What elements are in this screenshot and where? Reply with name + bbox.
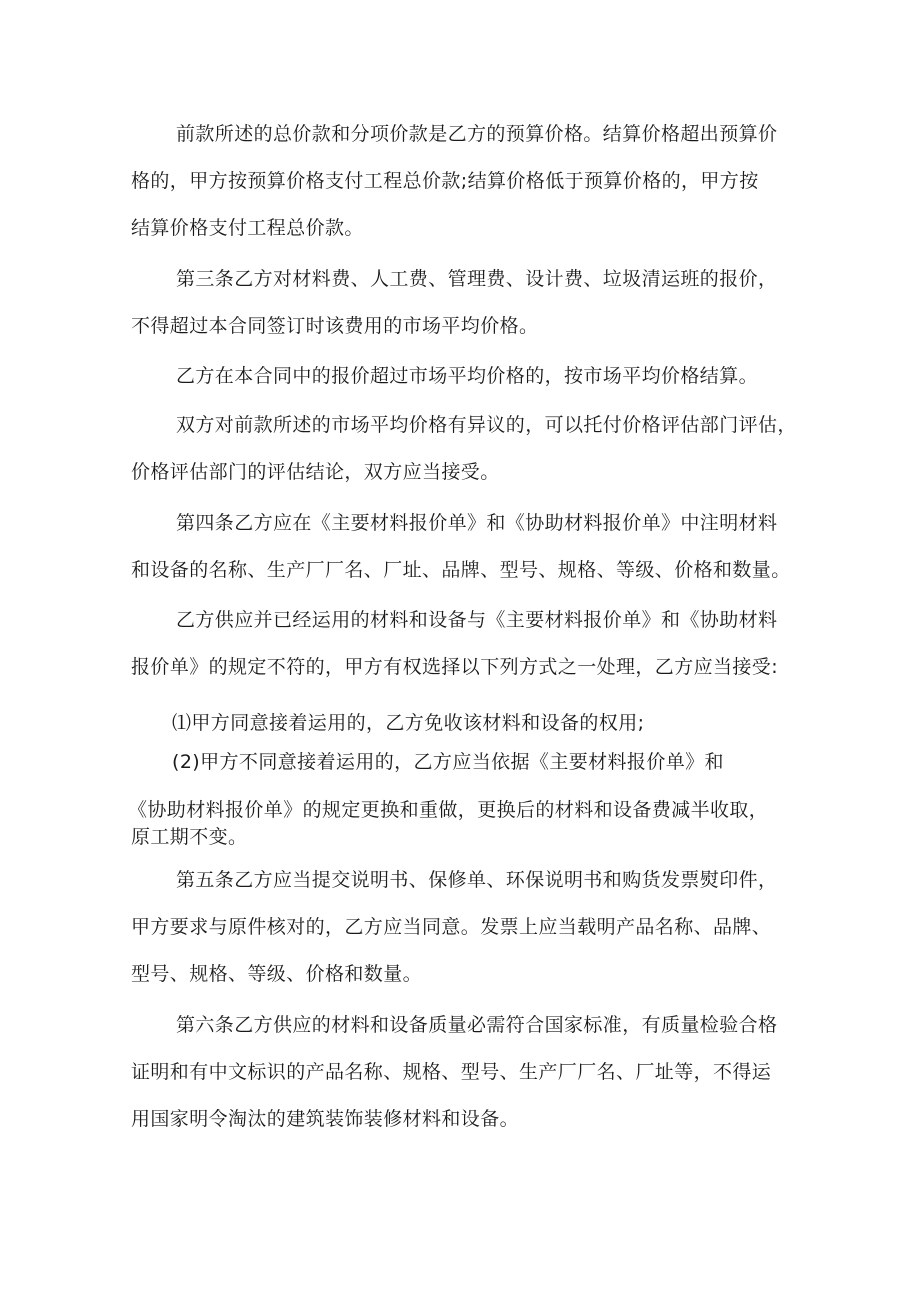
text-line: 不得超过本合同签订时该费用的市场平均价格。 — [131, 315, 539, 337]
text-line: 乙方在本合同中的报价超过市场平均价格的，按市场平均价格结算。 — [176, 365, 759, 387]
text-line: 甲方要求与原件核对的，乙方应当同意。发票上应当载明产品名称、品牌、 — [131, 916, 772, 938]
text-line: 和设备的名称、生产厂厂名、厂址、品牌、型号、规格、等级、价格和数量。 — [131, 559, 791, 581]
text-line: 第四条乙方应在《主要材料报价单》和《协助材料报价单》中注明材料 — [176, 512, 778, 534]
text-line: 型号、规格、等级、价格和数量。 — [131, 963, 423, 985]
text-line: 用国家明令淘汰的建筑装饰装修材料和设备。 — [131, 1108, 520, 1130]
text-line: 证明和有中文标识的产品名称、规格、型号、生产厂厂名、厂址等，不得运 — [131, 1061, 772, 1083]
text-line: 格的，甲方按预算价格支付工程总价款;结算价格低于预算价格的，甲方按 — [131, 170, 759, 192]
text-line: ⑴甲方同意接着运用的，乙方免收该材料和设备的权用; — [172, 712, 645, 734]
text-line: 第三条乙方对材料费、人工费、管理费、设计费、垃圾清运班的报价， — [176, 268, 778, 290]
text-line: 原工期不变。 — [131, 826, 248, 848]
text-line: 第六条乙方供应的材料和设备质量必需符合国家标准，有质量检验合格 — [176, 1014, 778, 1036]
text-line: 乙方供应并已经运用的材料和设备与《主要材料报价单》和《协助材料 — [176, 609, 778, 631]
text-line: 《协助材料报价单》的规定更换和重做，更换后的材料和设备费减半收取， — [128, 799, 769, 821]
text-line: 双方对前款所述的市场平均价格有异议的，可以托付价格评估部门评估， — [176, 414, 797, 436]
text-line: 结算价格支付工程总价款。 — [131, 217, 364, 239]
text-line: 第五条乙方应当提交说明书、保修单、环保说明书和购货发票熨印件， — [176, 869, 778, 891]
text-line: (2)甲方不同意接着运用的，乙方应当依据《主要材料报价单》和 — [172, 751, 724, 773]
text-line: 价格评估部门的评估结论，双方应当接受。 — [131, 461, 500, 483]
text-line: 前款所述的总价款和分项价款是乙方的预算价格。结算价格超出预算价 — [176, 123, 778, 145]
text-line: 报价单》的规定不符的，甲方有权选择以下列方式之一处理，乙方应当接受: — [131, 656, 779, 678]
